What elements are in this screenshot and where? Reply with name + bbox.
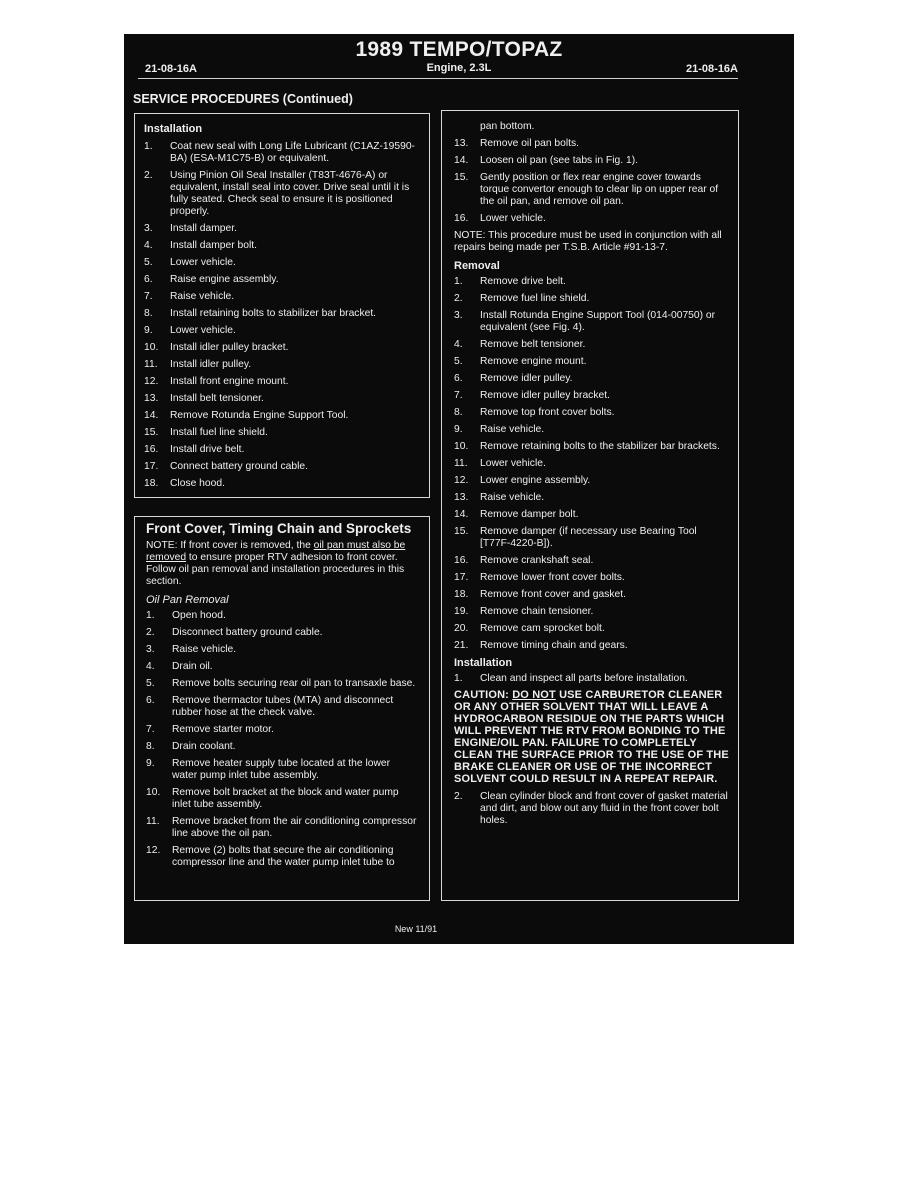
step-text: Remove bolt bracket at the block and water pump inlet tube assembly. <box>172 787 399 810</box>
list-item <box>146 661 418 673</box>
list-item <box>454 475 729 487</box>
step-number: 9. <box>454 424 463 435</box>
step-text: Lower vehicle. <box>170 325 236 336</box>
oil-pan-removal-steps <box>146 610 418 869</box>
step-number: 16. <box>454 555 469 566</box>
list-item <box>144 223 416 235</box>
list-item <box>146 627 418 639</box>
step-text: Install Rotunda Engine Support Tool (014-00750) or equivalent (see Fig. 4). <box>480 310 716 333</box>
step-number: 14. <box>144 410 159 421</box>
step-number: 1. <box>454 673 463 684</box>
list-item <box>454 424 729 436</box>
list-item <box>454 172 729 208</box>
step-text: Remove engine mount. <box>480 356 587 367</box>
step-text: Clean and inspect all parts before installation. <box>480 673 688 684</box>
step-number: 16. <box>454 213 469 224</box>
step-number: 8. <box>144 308 153 319</box>
installation-heading: Installation <box>144 123 203 135</box>
step-text: Loosen oil pan (see tabs in Fig. 1). <box>480 155 638 166</box>
caution-prefix: CAUTION: <box>454 689 513 701</box>
step-number: 12. <box>146 845 161 856</box>
step-text: Disconnect battery ground cable. <box>172 627 323 638</box>
step-number: 17. <box>454 572 469 583</box>
step-number: 18. <box>454 589 469 600</box>
step-text: Coat new seal with Long Life Lubricant (C1AZ-19590-BA) (ESA-M1C75-B) or equivalent. <box>170 141 415 164</box>
installation-content <box>144 123 416 495</box>
step-text: Lower engine assembly. <box>480 475 591 486</box>
step-text: Install idler pulley. <box>170 359 252 370</box>
step-text: Using Pinion Oil Seal Installer (T83T-4676-A) or equivalent, install seal into cover. Drive seal until it is fully seated. Check seal to ensure it is positioned properly. <box>170 170 410 217</box>
step-number: 10. <box>146 787 161 798</box>
list-item <box>144 170 416 218</box>
list-item <box>146 787 418 811</box>
list-item <box>454 458 729 470</box>
list-item <box>146 678 418 690</box>
note-prefix: NOTE: If front cover is removed, the <box>146 540 314 551</box>
step-number: 11. <box>454 458 468 469</box>
list-item <box>454 673 729 685</box>
section-code-left: 21-08-16A <box>145 63 197 75</box>
step-text: Remove crankshaft seal. <box>480 555 594 566</box>
section-heading: SERVICE PROCEDURES (Continued) <box>133 92 353 106</box>
step-text: Remove idler pulley. <box>480 373 573 384</box>
step-number: 6. <box>144 274 153 285</box>
step-number: 1. <box>454 276 463 287</box>
list-item <box>144 444 416 456</box>
step-text: Install belt tensioner. <box>170 393 264 404</box>
list-item <box>454 276 729 288</box>
oil-pan-steps-cont <box>454 138 729 225</box>
step-number: 8. <box>146 741 155 752</box>
step-number: 1. <box>146 610 155 621</box>
list-item <box>144 141 416 165</box>
step-number: 1. <box>144 141 153 152</box>
list-item <box>144 376 416 388</box>
list-item <box>454 640 729 652</box>
list-item <box>144 325 416 337</box>
step-number: 14. <box>454 155 469 166</box>
step-text: Raise vehicle. <box>172 644 237 655</box>
step-text: Remove Rotunda Engine Support Tool. <box>170 410 349 421</box>
step-number: 4. <box>454 339 463 350</box>
list-item <box>454 623 729 635</box>
list-item <box>144 478 416 490</box>
installation-steps-right <box>454 673 729 685</box>
step-text: Remove lower front cover bolts. <box>480 572 625 583</box>
list-item <box>144 427 416 439</box>
step-number: 17. <box>144 461 159 472</box>
step-text: Remove chain tensioner. <box>480 606 594 617</box>
step-text: Install damper bolt. <box>170 240 257 251</box>
caution-suffix: USE CARBURETOR CLEANER OR ANY OTHER SOLVENT THAT WILL LEAVE A HYDROCARBON RESIDUE ON THE PARTS WHICH WILL PREVENT THE RTV FROM BONDING TO THE ENGINE/OIL PAN. FAILURE TO COMPLETELY CLEAN THE SURFACE PRIOR TO THE USE OF THE BRAKE CLEANER OR USE OF THE INCORRECT SOLVENT COULD RESULT IN A REPEAT REPAIR. <box>454 689 729 785</box>
front-cover-content <box>146 523 418 874</box>
installation-steps <box>144 141 416 490</box>
step-number: 2. <box>146 627 155 638</box>
step-number: 3. <box>454 310 463 321</box>
step-text: Raise vehicle. <box>480 492 545 503</box>
note-suffix: to ensure proper RTV adhesion to front cover. Follow oil pan removal and installation procedures in this section. <box>146 552 405 587</box>
caution-block <box>454 689 729 785</box>
list-item <box>454 373 729 385</box>
list-item <box>144 410 416 422</box>
step-text: Remove (2) bolts that secure the air conditioning compressor line and the water pump inlet tube to <box>172 845 395 868</box>
step-number: 2. <box>454 791 463 802</box>
list-item <box>454 339 729 351</box>
step-number: 15. <box>454 526 469 537</box>
oil-pan-removal-heading: Oil Pan Removal <box>146 594 229 606</box>
list-item <box>144 359 416 371</box>
front-cover-note <box>146 540 418 588</box>
list-item <box>144 393 416 405</box>
list-item <box>454 509 729 521</box>
step-text: Remove belt tensioner. <box>480 339 586 350</box>
page-subtitle: Engine, 2.3L <box>426 62 492 74</box>
step-text: Raise vehicle. <box>170 291 235 302</box>
step-number: 9. <box>146 758 155 769</box>
step-text: Drain oil. <box>172 661 213 672</box>
caution-underlined: DO NOT <box>512 689 556 701</box>
step-number: 11. <box>144 359 158 370</box>
section-code-right: 21-08-16A <box>686 63 738 75</box>
step-number: 7. <box>144 291 153 302</box>
step-number: 21. <box>454 640 469 651</box>
step-text: Remove thermactor tubes (MTA) and disconnect rubber hose at the check valve. <box>172 695 394 718</box>
step-number: 5. <box>144 257 153 268</box>
step-text: Install retaining bolts to stabilizer bar bracket. <box>170 308 377 319</box>
step-text: Remove starter motor. <box>172 724 274 735</box>
list-item <box>144 291 416 303</box>
step-number: 20. <box>454 623 469 634</box>
list-item <box>454 555 729 567</box>
list-item <box>454 390 729 402</box>
list-item <box>146 816 418 840</box>
step-text: Lower vehicle. <box>480 458 546 469</box>
step-text: Remove bolts securing rear oil pan to transaxle base. <box>172 678 416 689</box>
list-item <box>454 526 729 550</box>
list-item <box>146 610 418 622</box>
step-text: Install front engine mount. <box>170 376 289 387</box>
step-text: Gently position or flex rear engine cover towards torque convertor enough to clear lip on upper rear of the oil pan, and remove oil pan. <box>480 172 719 207</box>
removal-steps <box>454 276 729 652</box>
step-text: Drain coolant. <box>172 741 236 752</box>
step-text: Install idler pulley bracket. <box>170 342 289 353</box>
page-title: 1989 TEMPO/TOPAZ <box>355 38 563 61</box>
note-underlined: oil pan must also be removed <box>146 540 406 563</box>
step-text: Close hood. <box>170 478 225 489</box>
list-item <box>146 724 418 736</box>
step-text: Remove heater supply tube located at the lower water pump inlet tube assembly. <box>172 758 391 781</box>
step-number: 12. <box>454 475 469 486</box>
step-text: Remove drive belt. <box>480 276 566 287</box>
step-number: 19. <box>454 606 469 617</box>
step-number: 10. <box>144 342 159 353</box>
list-item <box>454 441 729 453</box>
list-item <box>144 257 416 269</box>
step-number: 16. <box>144 444 159 455</box>
list-item <box>454 589 729 601</box>
step-number: 6. <box>146 695 155 706</box>
step-number: 9. <box>144 325 153 336</box>
step-text: Remove timing chain and gears. <box>480 640 628 651</box>
step-text: Install damper. <box>170 223 237 234</box>
step-text: Connect battery ground cable. <box>170 461 308 472</box>
list-item <box>146 644 418 656</box>
step-number: 13. <box>144 393 159 404</box>
step-text: Clean cylinder block and front cover of gasket material and dirt, and blow out any fluid in the front cover bolt holes. <box>480 791 728 826</box>
list-item <box>454 791 729 827</box>
list-item <box>144 240 416 252</box>
continuation-text: pan bottom. <box>480 121 535 132</box>
front-cover-heading: Front Cover, Timing Chain and Sprockets <box>146 521 412 536</box>
step-text: Install drive belt. <box>170 444 245 455</box>
step-number: 2. <box>454 293 463 304</box>
step-text: Remove fuel line shield. <box>480 293 590 304</box>
step-number: 10. <box>454 441 469 452</box>
list-item <box>454 155 729 167</box>
list-item <box>144 342 416 354</box>
step-text: Lower vehicle. <box>480 213 546 224</box>
step-text: Remove top front cover bolts. <box>480 407 615 418</box>
step-text: Remove retaining bolts to the stabilizer bar brackets. <box>480 441 720 452</box>
list-item <box>454 407 729 419</box>
list-item <box>454 138 729 150</box>
step-text: Lower vehicle. <box>170 257 236 268</box>
step-text: Open hood. <box>172 610 226 621</box>
list-item <box>144 461 416 473</box>
step-text: Install fuel line shield. <box>170 427 268 438</box>
step-text: Remove idler pulley bracket. <box>480 390 610 401</box>
right-content <box>454 121 729 831</box>
step-number: 12. <box>144 376 159 387</box>
step-number: 5. <box>146 678 155 689</box>
list-item <box>454 213 729 225</box>
step-text: Remove damper bolt. <box>480 509 579 520</box>
installation-steps-right-2 <box>454 791 729 827</box>
list-item <box>454 293 729 305</box>
list-item <box>146 741 418 753</box>
list-item <box>454 572 729 584</box>
step-text: Raise engine assembly. <box>170 274 279 285</box>
step-text: Remove cam sprocket bolt. <box>480 623 605 634</box>
step-text: Remove bracket from the air conditioning compressor line above the oil pan. <box>172 816 417 839</box>
installation-heading-right: Installation <box>454 657 513 669</box>
step-number: 7. <box>454 390 463 401</box>
step-text: Remove damper (if necessary use Bearing Tool [T77F-4220-B]). <box>480 526 697 549</box>
step-number: 5. <box>454 356 463 367</box>
step-number: 4. <box>144 240 153 251</box>
step-number: 13. <box>454 492 469 503</box>
list-item <box>146 695 418 719</box>
header-divider <box>138 78 738 79</box>
step-text: Remove front cover and gasket. <box>480 589 626 600</box>
list-item <box>454 492 729 504</box>
tsb-note: NOTE: This procedure must be used in conjunction with all repairs being made per T.S.B. Article #91-13-7. <box>454 230 722 253</box>
list-item <box>144 274 416 286</box>
step-text: Remove oil pan bolts. <box>480 138 580 149</box>
step-number: 13. <box>454 138 469 149</box>
list-item <box>454 606 729 618</box>
step-number: 3. <box>144 223 153 234</box>
removal-heading: Removal <box>454 260 500 272</box>
list-item <box>454 310 729 334</box>
step-number: 14. <box>454 509 469 520</box>
step-text: Raise vehicle. <box>480 424 545 435</box>
step-number: 15. <box>454 172 469 183</box>
step-number: 15. <box>144 427 159 438</box>
list-item <box>144 308 416 320</box>
step-number: 2. <box>144 170 153 181</box>
step-number: 18. <box>144 478 159 489</box>
step-number: 11. <box>146 816 160 827</box>
page-footer: New 11/91 <box>394 924 438 934</box>
step-number: 4. <box>146 661 155 672</box>
list-item <box>146 758 418 782</box>
manual-page <box>124 34 794 944</box>
step-number: 6. <box>454 373 463 384</box>
list-item <box>146 845 418 869</box>
step-number: 8. <box>454 407 463 418</box>
step-number: 7. <box>146 724 155 735</box>
list-item <box>454 356 729 368</box>
step-number: 3. <box>146 644 155 655</box>
